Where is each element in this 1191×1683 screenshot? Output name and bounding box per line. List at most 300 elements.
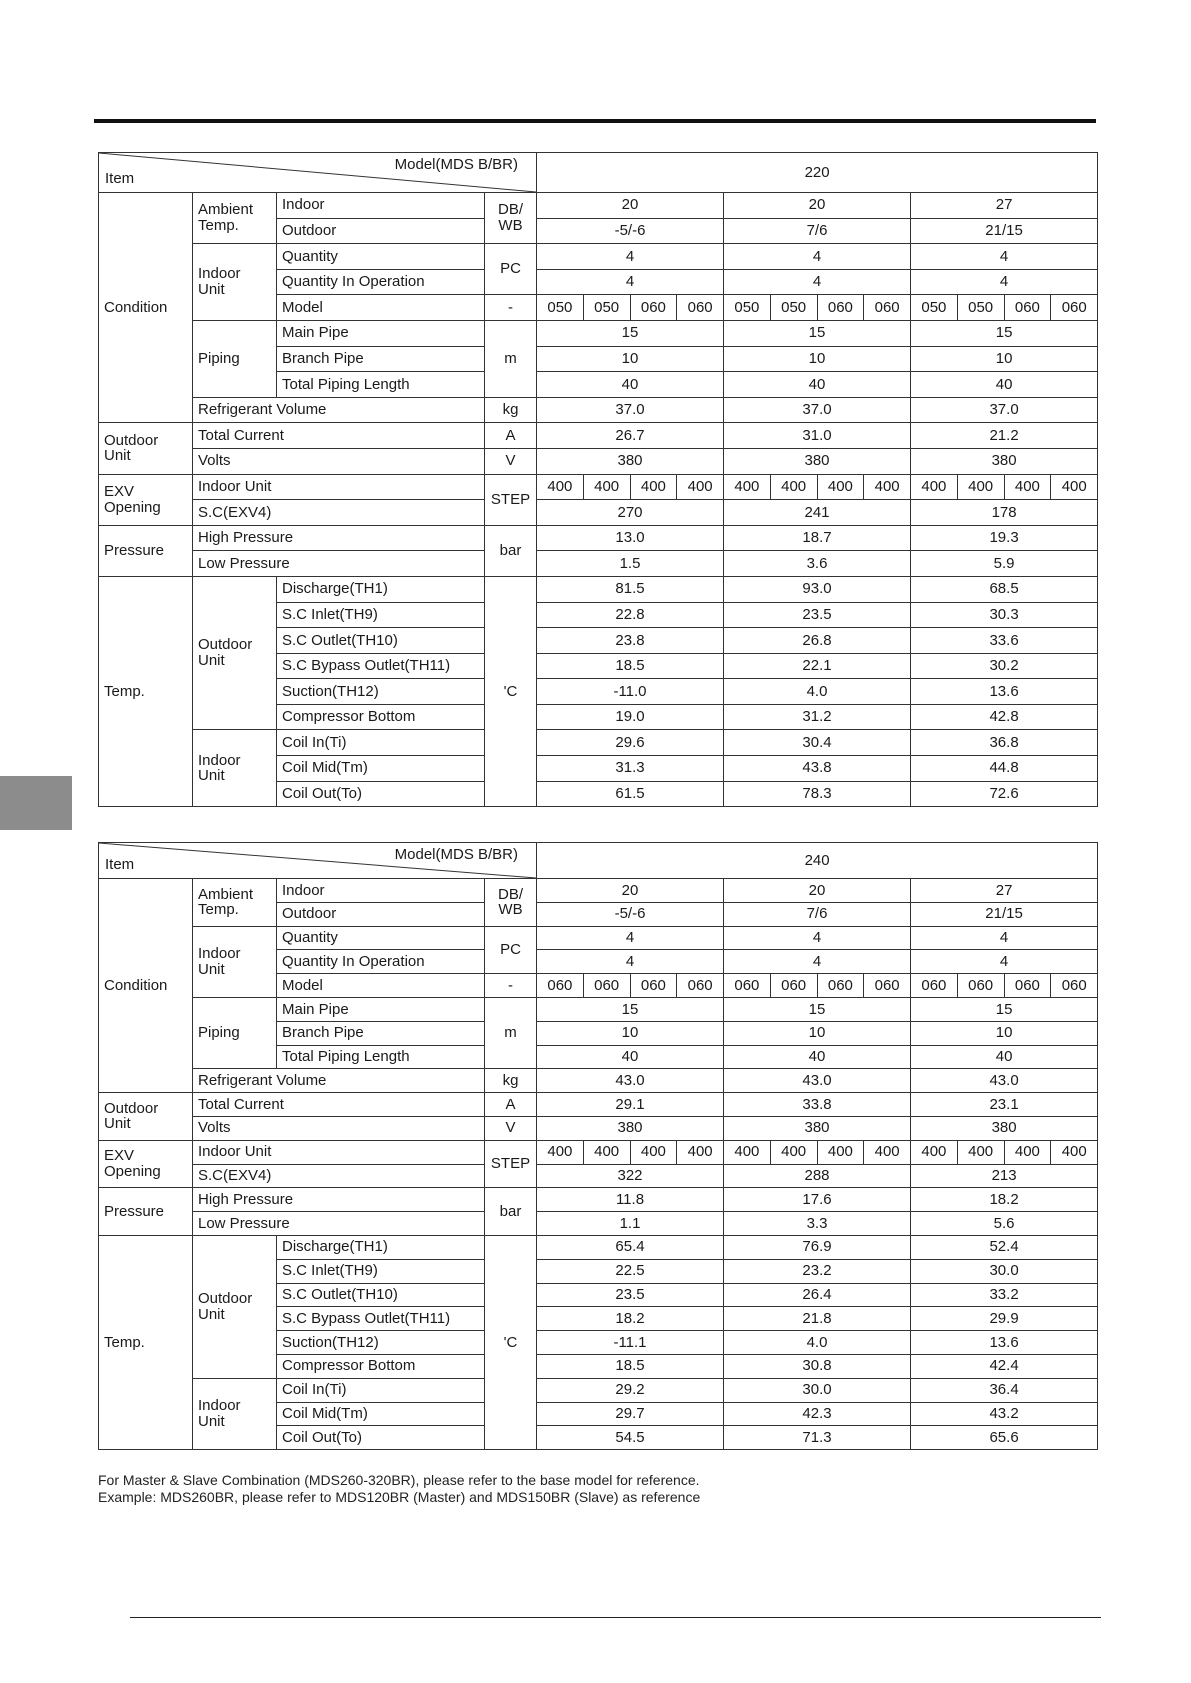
value-cell: 26.4 <box>724 1283 911 1307</box>
value-cell: 33.8 <box>724 1093 911 1117</box>
value-cell: 400 <box>770 1140 817 1164</box>
table-row <box>99 244 1098 270</box>
value-cell: 18.2 <box>911 1188 1098 1212</box>
row-label-sc-outlet: S.C Outlet(TH10) <box>277 1283 485 1307</box>
row-label-total-piping: Total Piping Length <box>277 1045 485 1069</box>
group-temp-outdoor-unit: Outdoor Unit <box>193 1235 277 1378</box>
row-label-sc-inlet: S.C Inlet(TH9) <box>277 602 485 628</box>
row-label-coil-mid: Coil Mid(Tm) <box>277 1402 485 1426</box>
value-cell: 4.0 <box>724 679 911 705</box>
row-label-exv-indoor: Indoor Unit <box>193 1140 485 1164</box>
value-cell: 22.1 <box>724 653 911 679</box>
value-cell: 81.5 <box>537 576 724 602</box>
value-cell: 050 <box>537 295 584 321</box>
row-label-coil-in: Coil In(Ti) <box>277 1378 485 1402</box>
table-row <box>99 1378 1098 1402</box>
value-cell: 20 <box>537 879 724 903</box>
value-cell: 380 <box>911 1116 1098 1140</box>
value-cell: 37.0 <box>537 397 724 423</box>
value-cell: 29.2 <box>537 1378 724 1402</box>
value-cell: 40 <box>911 372 1098 398</box>
note-line-1: For Master & Slave Combination (MDS260-320BR), please refer to the base model for reference. <box>98 1472 700 1488</box>
row-label-sc-exv4: S.C(EXV4) <box>193 500 485 526</box>
value-cell: 23.5 <box>537 1283 724 1307</box>
value-cell: 288 <box>724 1164 911 1188</box>
value-cell: 43.0 <box>911 1069 1098 1093</box>
value-cell: 23.5 <box>724 602 911 628</box>
value-cell: 26.8 <box>724 628 911 654</box>
group-pressure: Pressure <box>99 1188 193 1236</box>
value-cell: 4 <box>911 244 1098 270</box>
model-number: 220 <box>537 153 1098 193</box>
value-cell: 37.0 <box>911 397 1098 423</box>
item-header-label: Item <box>105 170 135 188</box>
value-cell: 29.6 <box>537 730 724 756</box>
row-label-sc-bypass: S.C Bypass Outlet(TH11) <box>277 1307 485 1331</box>
unit-kg: kg <box>485 397 537 423</box>
value-cell: 43.2 <box>911 1402 1098 1426</box>
value-cell: 15 <box>724 997 911 1021</box>
value-cell: 72.6 <box>911 781 1098 807</box>
group-temp-indoor-unit: Indoor Unit <box>193 1378 277 1449</box>
value-cell: 4 <box>911 269 1098 295</box>
row-label-coil-out: Coil Out(To) <box>277 781 485 807</box>
value-cell: 213 <box>911 1164 1098 1188</box>
table-row <box>99 576 1098 602</box>
value-cell: 060 <box>864 974 911 998</box>
row-label-main-pipe: Main Pipe <box>277 320 485 346</box>
table-row <box>99 1093 1098 1117</box>
value-cell: 26.7 <box>537 423 724 449</box>
value-cell: 050 <box>911 295 958 321</box>
value-cell: 380 <box>911 448 1098 474</box>
model-header-label: Model(MDS B/BR) <box>394 846 518 863</box>
value-cell: 13.0 <box>537 525 724 551</box>
value-cell: 400 <box>537 1140 584 1164</box>
table-row <box>99 320 1098 346</box>
unit-step: STEP <box>485 474 537 525</box>
group-piping: Piping <box>193 997 277 1068</box>
value-cell: 15 <box>724 320 911 346</box>
value-cell: 21/15 <box>911 902 1098 926</box>
value-cell: 22.8 <box>537 602 724 628</box>
value-cell: 13.6 <box>911 1331 1098 1355</box>
value-cell: 29.9 <box>911 1307 1098 1331</box>
value-cell: 060 <box>1051 974 1098 998</box>
value-cell: 060 <box>1051 295 1098 321</box>
table-row <box>99 1116 1098 1140</box>
value-cell: 15 <box>911 320 1098 346</box>
table-row <box>99 397 1098 423</box>
value-cell: 43.0 <box>537 1069 724 1093</box>
unit-dash: - <box>485 974 537 998</box>
row-label-comp-bottom: Compressor Bottom <box>277 704 485 730</box>
row-label-quantity: Quantity <box>277 926 485 950</box>
value-cell: 060 <box>630 295 677 321</box>
value-cell: 36.8 <box>911 730 1098 756</box>
group-exv-opening: EXV Opening <box>99 474 193 525</box>
value-cell: 400 <box>1051 474 1098 500</box>
row-label-comp-bottom: Compressor Bottom <box>277 1354 485 1378</box>
table-row <box>99 193 1098 219</box>
group-indoor-unit: Indoor Unit <box>193 926 277 997</box>
row-label-coil-mid: Coil Mid(Tm) <box>277 756 485 782</box>
value-cell: 380 <box>724 448 911 474</box>
group-ambient-temp: Ambient Temp. <box>193 193 277 244</box>
value-cell: 27 <box>911 193 1098 219</box>
value-cell: 380 <box>537 1116 724 1140</box>
value-cell: 43.0 <box>724 1069 911 1093</box>
value-cell: 400 <box>864 474 911 500</box>
value-cell: 18.5 <box>537 1354 724 1378</box>
value-cell: 65.4 <box>537 1235 724 1259</box>
unit-db-wb: DB/ WB <box>485 879 537 927</box>
value-cell: 30.0 <box>724 1378 911 1402</box>
value-cell: 241 <box>724 500 911 526</box>
group-condition: Condition <box>99 193 193 423</box>
value-cell: 68.5 <box>911 576 1098 602</box>
group-temp-outdoor-unit: Outdoor Unit <box>193 576 277 730</box>
value-cell: 178 <box>911 500 1098 526</box>
unit-m: m <box>485 320 537 397</box>
side-tab <box>0 776 72 830</box>
value-cell: 21.8 <box>724 1307 911 1331</box>
value-cell: 27 <box>911 879 1098 903</box>
group-temp: Temp. <box>99 1235 193 1449</box>
value-cell: 30.4 <box>724 730 911 756</box>
unit-v: V <box>485 448 537 474</box>
value-cell: 400 <box>677 1140 724 1164</box>
value-cell: 43.8 <box>724 756 911 782</box>
value-cell: 060 <box>817 295 864 321</box>
value-cell: 050 <box>770 295 817 321</box>
value-cell: 060 <box>864 295 911 321</box>
value-cell: 3.3 <box>724 1212 911 1236</box>
unit-dash: - <box>485 295 537 321</box>
row-label-high-pressure: High Pressure <box>193 525 485 551</box>
value-cell: 11.8 <box>537 1188 724 1212</box>
value-cell: 060 <box>677 295 724 321</box>
value-cell: 060 <box>537 974 584 998</box>
unit-bar: bar <box>485 525 537 576</box>
table-row <box>99 730 1098 756</box>
value-cell: 10 <box>537 346 724 372</box>
value-cell: 400 <box>770 474 817 500</box>
value-cell: 060 <box>1004 295 1051 321</box>
spec-table-240 <box>98 842 1098 1450</box>
value-cell: 1.1 <box>537 1212 724 1236</box>
value-cell: 23.8 <box>537 628 724 654</box>
value-cell: 10 <box>724 1021 911 1045</box>
table-row <box>99 1164 1098 1188</box>
row-label-total-piping: Total Piping Length <box>277 372 485 398</box>
value-cell: 400 <box>817 474 864 500</box>
bottom-rule <box>130 1617 1101 1618</box>
value-cell: 060 <box>817 974 864 998</box>
value-cell: 7/6 <box>724 218 911 244</box>
value-cell: 21.2 <box>911 423 1098 449</box>
value-cell: 400 <box>911 474 958 500</box>
value-cell: 71.3 <box>724 1426 911 1450</box>
value-cell: 17.6 <box>724 1188 911 1212</box>
value-cell: 23.1 <box>911 1093 1098 1117</box>
value-cell: 29.1 <box>537 1093 724 1117</box>
row-label-model: Model <box>277 295 485 321</box>
value-cell: 42.8 <box>911 704 1098 730</box>
row-label-suction: Suction(TH12) <box>277 679 485 705</box>
group-temp-indoor-unit: Indoor Unit <box>193 730 277 807</box>
value-cell: 050 <box>957 295 1004 321</box>
table-row <box>99 879 1098 903</box>
unit-celsius: 'C <box>485 576 537 806</box>
group-exv-opening: EXV Opening <box>99 1140 193 1188</box>
value-cell: -5/-6 <box>537 902 724 926</box>
value-cell: 29.7 <box>537 1402 724 1426</box>
value-cell: 1.5 <box>537 551 724 577</box>
row-label-total-current: Total Current <box>193 1093 485 1117</box>
value-cell: 31.3 <box>537 756 724 782</box>
value-cell: 33.2 <box>911 1283 1098 1307</box>
unit-celsius: 'C <box>485 1235 537 1449</box>
row-label-suction: Suction(TH12) <box>277 1331 485 1355</box>
value-cell: 19.0 <box>537 704 724 730</box>
row-label-low-pressure: Low Pressure <box>193 1212 485 1236</box>
value-cell: 400 <box>677 474 724 500</box>
value-cell: 30.2 <box>911 653 1098 679</box>
header-diagonal-cell <box>99 153 537 193</box>
spec-table-220 <box>98 152 1098 807</box>
value-cell: 54.5 <box>537 1426 724 1450</box>
model-header-label: Model(MDS B/BR) <box>394 156 518 173</box>
value-cell: 10 <box>911 1021 1098 1045</box>
value-cell: 18.2 <box>537 1307 724 1331</box>
value-cell: 400 <box>583 1140 630 1164</box>
value-cell: 10 <box>537 1021 724 1045</box>
row-label-refrigerant: Refrigerant Volume <box>193 397 485 423</box>
top-rule <box>94 119 1096 123</box>
value-cell: 4 <box>911 926 1098 950</box>
value-cell: 5.6 <box>911 1212 1098 1236</box>
model-number: 240 <box>537 843 1098 879</box>
value-cell: 31.0 <box>724 423 911 449</box>
value-cell: 22.5 <box>537 1259 724 1283</box>
value-cell: 10 <box>724 346 911 372</box>
row-label-volts: Volts <box>193 1116 485 1140</box>
unit-m: m <box>485 997 537 1068</box>
row-label-volts: Volts <box>193 448 485 474</box>
value-cell: 060 <box>630 974 677 998</box>
value-cell: 76.9 <box>724 1235 911 1259</box>
table-row <box>99 997 1098 1021</box>
value-cell: 4 <box>724 269 911 295</box>
value-cell: 4.0 <box>724 1331 911 1355</box>
table-row <box>99 525 1098 551</box>
value-cell: 050 <box>724 295 771 321</box>
value-cell: 060 <box>583 974 630 998</box>
row-label-quantity: Quantity <box>277 244 485 270</box>
header-diagonal-cell <box>99 843 537 879</box>
table-row <box>99 1235 1098 1259</box>
value-cell: 20 <box>537 193 724 219</box>
value-cell: 270 <box>537 500 724 526</box>
row-label-outdoor: Outdoor <box>277 218 485 244</box>
row-label-indoor: Indoor <box>277 879 485 903</box>
unit-step: STEP <box>485 1140 537 1188</box>
table-row <box>99 500 1098 526</box>
unit-kg: kg <box>485 1069 537 1093</box>
group-indoor-unit: Indoor Unit <box>193 244 277 321</box>
value-cell: 40 <box>724 1045 911 1069</box>
value-cell: 380 <box>537 448 724 474</box>
value-cell: 4 <box>537 926 724 950</box>
value-cell: 37.0 <box>724 397 911 423</box>
row-label-model: Model <box>277 974 485 998</box>
row-label-total-current: Total Current <box>193 423 485 449</box>
unit-pc: PC <box>485 926 537 974</box>
value-cell: 36.4 <box>911 1378 1098 1402</box>
value-cell: 3.6 <box>724 551 911 577</box>
value-cell: 40 <box>537 1045 724 1069</box>
value-cell: 400 <box>630 1140 677 1164</box>
value-cell: 4 <box>724 926 911 950</box>
value-cell: 19.3 <box>911 525 1098 551</box>
row-label-sc-bypass: S.C Bypass Outlet(TH11) <box>277 653 485 679</box>
row-label-indoor: Indoor <box>277 193 485 219</box>
value-cell: 380 <box>724 1116 911 1140</box>
value-cell: 060 <box>724 974 771 998</box>
value-cell: 78.3 <box>724 781 911 807</box>
value-cell: 7/6 <box>724 902 911 926</box>
unit-pc: PC <box>485 244 537 295</box>
row-label-coil-out: Coil Out(To) <box>277 1426 485 1450</box>
row-label-refrigerant: Refrigerant Volume <box>193 1069 485 1093</box>
row-label-exv-indoor: Indoor Unit <box>193 474 485 500</box>
table-row <box>99 1140 1098 1164</box>
value-cell: 40 <box>537 372 724 398</box>
value-cell: 5.9 <box>911 551 1098 577</box>
unit-v: V <box>485 1116 537 1140</box>
row-label-branch-pipe: Branch Pipe <box>277 346 485 372</box>
value-cell: 4 <box>537 269 724 295</box>
value-cell: 15 <box>911 997 1098 1021</box>
value-cell: 4 <box>724 950 911 974</box>
value-cell: 060 <box>770 974 817 998</box>
value-cell: 10 <box>911 346 1098 372</box>
value-cell: 20 <box>724 879 911 903</box>
value-cell: 15 <box>537 997 724 1021</box>
value-cell: 400 <box>1051 1140 1098 1164</box>
group-outdoor-unit: Outdoor Unit <box>99 423 193 474</box>
value-cell: 18.7 <box>724 525 911 551</box>
unit-db-wb: DB/ WB <box>485 193 537 244</box>
value-cell: 400 <box>817 1140 864 1164</box>
row-label-sc-exv4: S.C(EXV4) <box>193 1164 485 1188</box>
value-cell: 21/15 <box>911 218 1098 244</box>
group-piping: Piping <box>193 320 277 397</box>
value-cell: 4 <box>537 950 724 974</box>
value-cell: 4 <box>724 244 911 270</box>
value-cell: 40 <box>911 1045 1098 1069</box>
value-cell: 65.6 <box>911 1426 1098 1450</box>
table-row <box>99 551 1098 577</box>
value-cell: -11.1 <box>537 1331 724 1355</box>
value-cell: 23.2 <box>724 1259 911 1283</box>
value-cell: 050 <box>583 295 630 321</box>
row-label-sc-outlet: S.C Outlet(TH10) <box>277 628 485 654</box>
value-cell: 42.4 <box>911 1354 1098 1378</box>
row-label-high-pressure: High Pressure <box>193 1188 485 1212</box>
table-row <box>99 1069 1098 1093</box>
note-line-2: Example: MDS260BR, please refer to MDS120BR (Master) and MDS150BR (Slave) as reference <box>98 1489 701 1505</box>
value-cell: 4 <box>911 950 1098 974</box>
unit-bar: bar <box>485 1188 537 1236</box>
value-cell: 30.8 <box>724 1354 911 1378</box>
row-label-low-pressure: Low Pressure <box>193 551 485 577</box>
value-cell: 400 <box>630 474 677 500</box>
row-label-quantity-op: Quantity In Operation <box>277 950 485 974</box>
value-cell: 400 <box>864 1140 911 1164</box>
value-cell: 400 <box>911 1140 958 1164</box>
value-cell: 060 <box>957 974 1004 998</box>
value-cell: 060 <box>677 974 724 998</box>
value-cell: 31.2 <box>724 704 911 730</box>
value-cell: -5/-6 <box>537 218 724 244</box>
value-cell: 44.8 <box>911 756 1098 782</box>
unit-a: A <box>485 1093 537 1117</box>
value-cell: 060 <box>1004 974 1051 998</box>
row-label-sc-inlet: S.C Inlet(TH9) <box>277 1259 485 1283</box>
value-cell: 93.0 <box>724 576 911 602</box>
value-cell: 4 <box>537 244 724 270</box>
table-row <box>99 448 1098 474</box>
table-row <box>99 1212 1098 1236</box>
unit-a: A <box>485 423 537 449</box>
value-cell: 400 <box>1004 1140 1051 1164</box>
value-cell: 400 <box>724 474 771 500</box>
table-row <box>99 423 1098 449</box>
row-label-discharge: Discharge(TH1) <box>277 1235 485 1259</box>
value-cell: 30.3 <box>911 602 1098 628</box>
value-cell: -11.0 <box>537 679 724 705</box>
value-cell: 20 <box>724 193 911 219</box>
row-label-coil-in: Coil In(Ti) <box>277 730 485 756</box>
row-label-branch-pipe: Branch Pipe <box>277 1021 485 1045</box>
table-row <box>99 926 1098 950</box>
value-cell: 18.5 <box>537 653 724 679</box>
value-cell: 42.3 <box>724 1402 911 1426</box>
row-label-discharge: Discharge(TH1) <box>277 576 485 602</box>
group-outdoor-unit: Outdoor Unit <box>99 1093 193 1141</box>
group-condition: Condition <box>99 879 193 1093</box>
value-cell: 400 <box>957 1140 1004 1164</box>
group-pressure: Pressure <box>99 525 193 576</box>
value-cell: 400 <box>724 1140 771 1164</box>
row-label-main-pipe: Main Pipe <box>277 997 485 1021</box>
value-cell: 33.6 <box>911 628 1098 654</box>
value-cell: 52.4 <box>911 1235 1098 1259</box>
group-temp: Temp. <box>99 576 193 806</box>
value-cell: 61.5 <box>537 781 724 807</box>
value-cell: 40 <box>724 372 911 398</box>
row-label-quantity-op: Quantity In Operation <box>277 269 485 295</box>
item-header-label: Item <box>105 856 135 874</box>
row-label-outdoor: Outdoor <box>277 902 485 926</box>
value-cell: 400 <box>957 474 1004 500</box>
value-cell: 400 <box>537 474 584 500</box>
table-row <box>99 474 1098 500</box>
value-cell: 322 <box>537 1164 724 1188</box>
value-cell: 13.6 <box>911 679 1098 705</box>
